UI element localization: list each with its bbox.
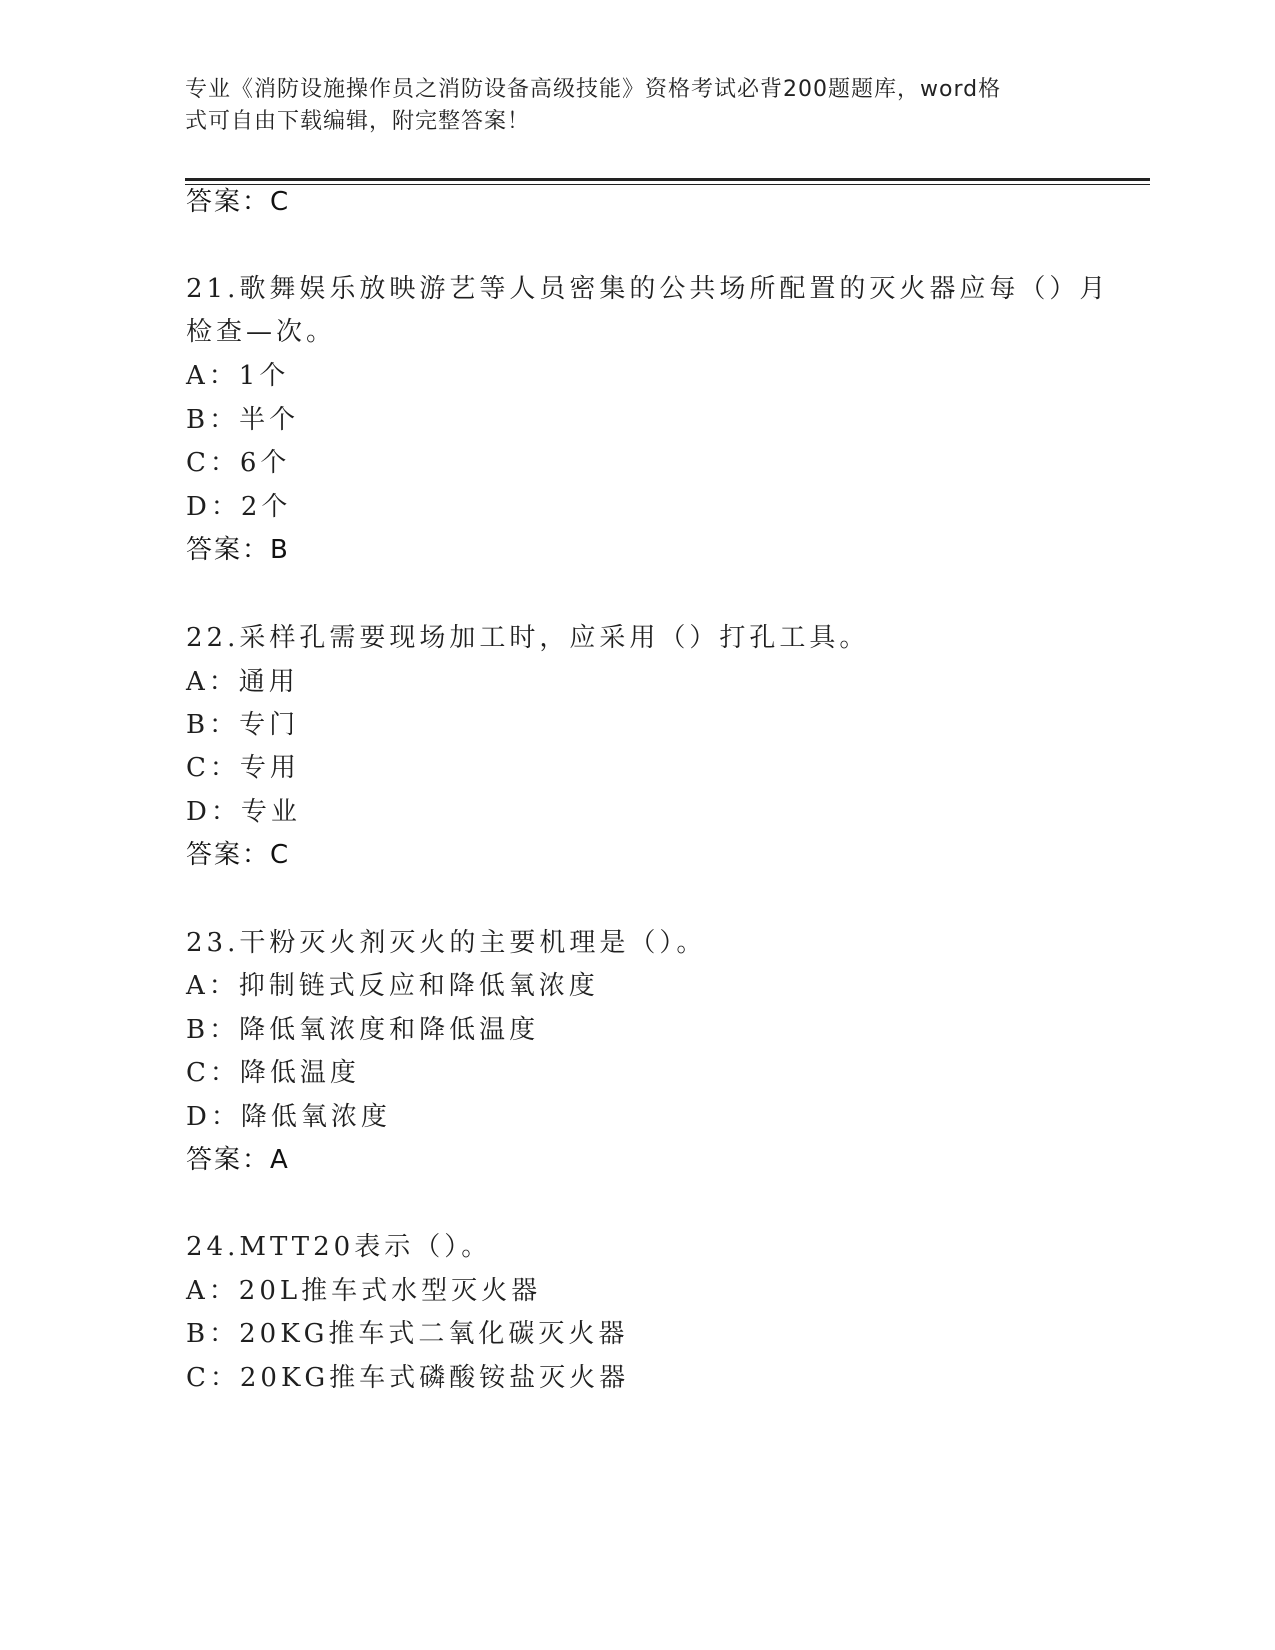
question-21-answer: 答案：B [186,535,290,565]
question-24-option-b: B：20KG推车式二氧化碳灭火器 [186,1319,629,1349]
document-header [185,74,1065,138]
question-21-stem-line-2: 检查—次。 [186,317,337,347]
question-22-option-a: A：通用 [186,667,299,697]
question-23-option-d: D：降低氧浓度 [186,1102,391,1132]
question-22-option-c: C：专用 [186,753,300,783]
header-line-1: 专业《消防设施操作员之消防设备高级技能》资格考试必背200题题库，word格 [185,77,1002,102]
question-22-stem: 22.采样孔需要现场加工时，应采用（）打孔工具。 [186,623,870,653]
question-23-option-a: A：抑制链式反应和降低氧浓度 [186,971,599,1001]
question-23-answer: 答案：A [186,1145,290,1175]
header-line-2: 式可自由下载编辑，附完整答案！ [185,109,531,134]
answer-prev: 答案：C [186,187,291,217]
question-22-option-d: D：专业 [186,797,301,827]
question-21-option-b: B：半个 [186,405,300,435]
question-23-option-c: C：降低温度 [186,1058,360,1088]
question-24-option-a: A：20L推车式水型灭火器 [186,1276,542,1306]
header-divider-thick [185,178,1150,181]
question-23-option-b: B：降低氧浓度和降低温度 [186,1015,540,1045]
question-21-stem-line-1: 21.歌舞娱乐放映游艺等人员密集的公共场所配置的灭火器应每（）月 [186,274,1110,304]
question-22-option-b: B：专门 [186,710,300,740]
question-23-stem: 23.干粉灭火剂灭火的主要机理是（）。 [186,928,707,958]
question-21-option-a: A：1个 [186,361,290,391]
question-24-stem: 24.MTT20表示（）。 [186,1232,492,1262]
question-24-option-c: C：20KG推车式磷酸铵盐灭火器 [186,1363,630,1393]
question-22-answer: 答案：C [186,840,291,870]
header-divider-thin [185,184,1150,185]
question-21-option-c: C：6个 [186,448,291,478]
question-21-option-d: D：2个 [186,492,292,522]
